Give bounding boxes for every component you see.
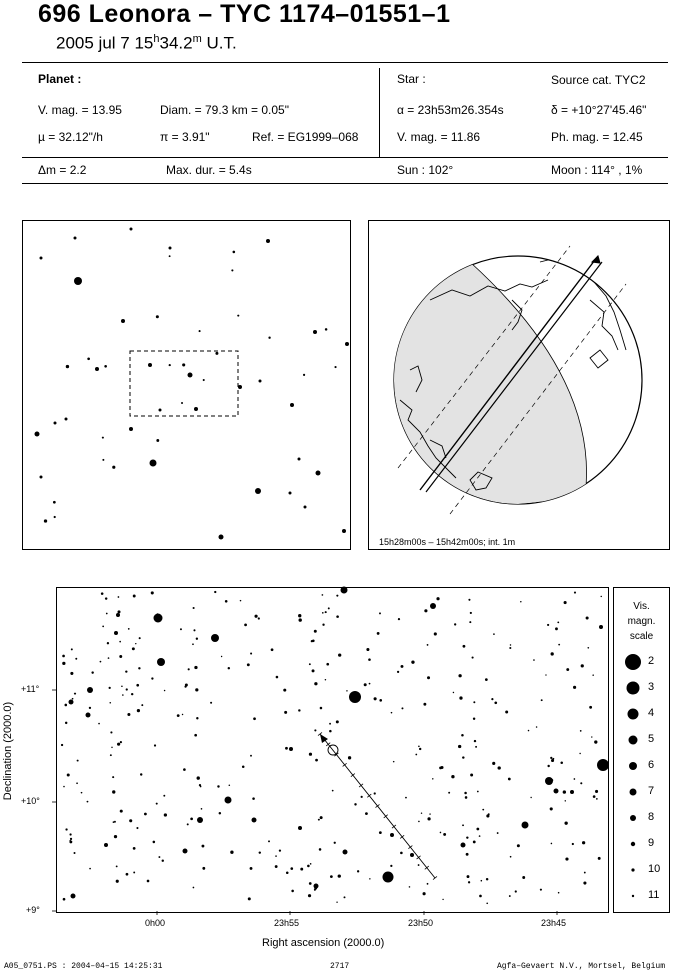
scale-dot-mag-6	[629, 762, 637, 770]
planet-diameter: Diam. = 79.3 km = 0.05"	[160, 103, 289, 117]
ytick-11: +11°	[21, 684, 40, 694]
scale-dot-mag-11	[632, 895, 634, 897]
scale-dot-mag-9	[631, 842, 635, 846]
scale-dot-mag-5	[629, 736, 638, 745]
globe-time-range: 15h28m00s – 15h42m00s; int. 1m	[379, 537, 516, 547]
star-phmag: Ph. mag. = 12.45	[551, 130, 643, 144]
scale-dot-mag-2	[625, 654, 641, 670]
scale-mag-label: 10	[648, 863, 661, 875]
scale-mag-label: 4	[648, 707, 655, 719]
scale-mag-label: 3	[648, 681, 655, 693]
scale-title-line: Vis.	[633, 601, 650, 612]
planet-vmag: V. mag. = 13.95	[38, 103, 122, 117]
star-declination: δ = +10°27'45.46"	[551, 103, 647, 117]
xtick-23h55: 23h55	[274, 918, 300, 928]
planet-parallax: π = 3.91"	[160, 130, 210, 144]
scale-mag-label: 11	[648, 889, 660, 901]
planet-label: Planet :	[38, 72, 82, 86]
xtick-0h00: 0h00	[145, 918, 166, 928]
delta-magnitude: Δm = 2.2	[38, 163, 87, 177]
minute-unit: m	[192, 33, 202, 45]
scale-dot-mag-10	[631, 868, 634, 871]
x-axis-label: Right ascension (2000.0)	[262, 937, 385, 949]
y-axis-label: Declination (2000.0)	[2, 701, 14, 801]
scale-mag-label: 8	[648, 811, 655, 823]
scale-mag-label: 9	[648, 837, 655, 849]
sun-elongation: Sun : 102°	[397, 163, 454, 177]
xtick-23h45: 23h45	[541, 918, 567, 928]
scale-dot-mag-4	[628, 709, 639, 720]
star-label: Star :	[397, 72, 426, 86]
event-title: 696 Leonora – TYC 1174–01551–1	[38, 0, 451, 28]
footer-page-number: 2717	[330, 962, 350, 971]
xtick-23h50: 23h50	[408, 918, 434, 928]
scale-mag-label: 6	[648, 759, 655, 771]
star-source-catalog: Source cat. TYC2	[551, 73, 646, 87]
star-right-ascension: α = 23h53m26.354s	[397, 103, 504, 117]
scale-title-line: scale	[629, 631, 654, 642]
time-suffix: U.T.	[201, 33, 237, 53]
ytick-10: +10°	[21, 796, 40, 806]
ytick-9: +9°	[26, 905, 40, 915]
footer-credit: Agfa–Gevaert N.V., Mortsel, Belgium	[497, 962, 666, 971]
scale-title-line: magn.	[627, 616, 656, 627]
scale-mag-label: 7	[648, 785, 655, 797]
moon-info: Moon : 114° , 1%	[551, 163, 643, 177]
scale-dot-mag-7	[630, 789, 637, 796]
star-vmag: V. mag. = 11.86	[397, 130, 481, 144]
planet-reference: Ref. = EG1999–068	[252, 130, 359, 144]
scale-dot-mag-3	[627, 682, 640, 695]
minutes-value: 34.2	[159, 33, 193, 53]
date-prefix: 2005 jul 7 15	[56, 33, 154, 53]
max-duration: Max. dur. = 5.4s	[166, 163, 252, 177]
scale-mag-label: 2	[648, 655, 655, 667]
footer-file-info: A05_0751.PS : 2004–04–15 14:25:31	[4, 962, 163, 971]
scale-dot-mag-8	[630, 815, 636, 821]
planet-motion: µ = 32.12"/h	[38, 130, 103, 144]
scale-mag-label: 5	[648, 733, 655, 745]
hour-unit: h	[153, 33, 160, 45]
